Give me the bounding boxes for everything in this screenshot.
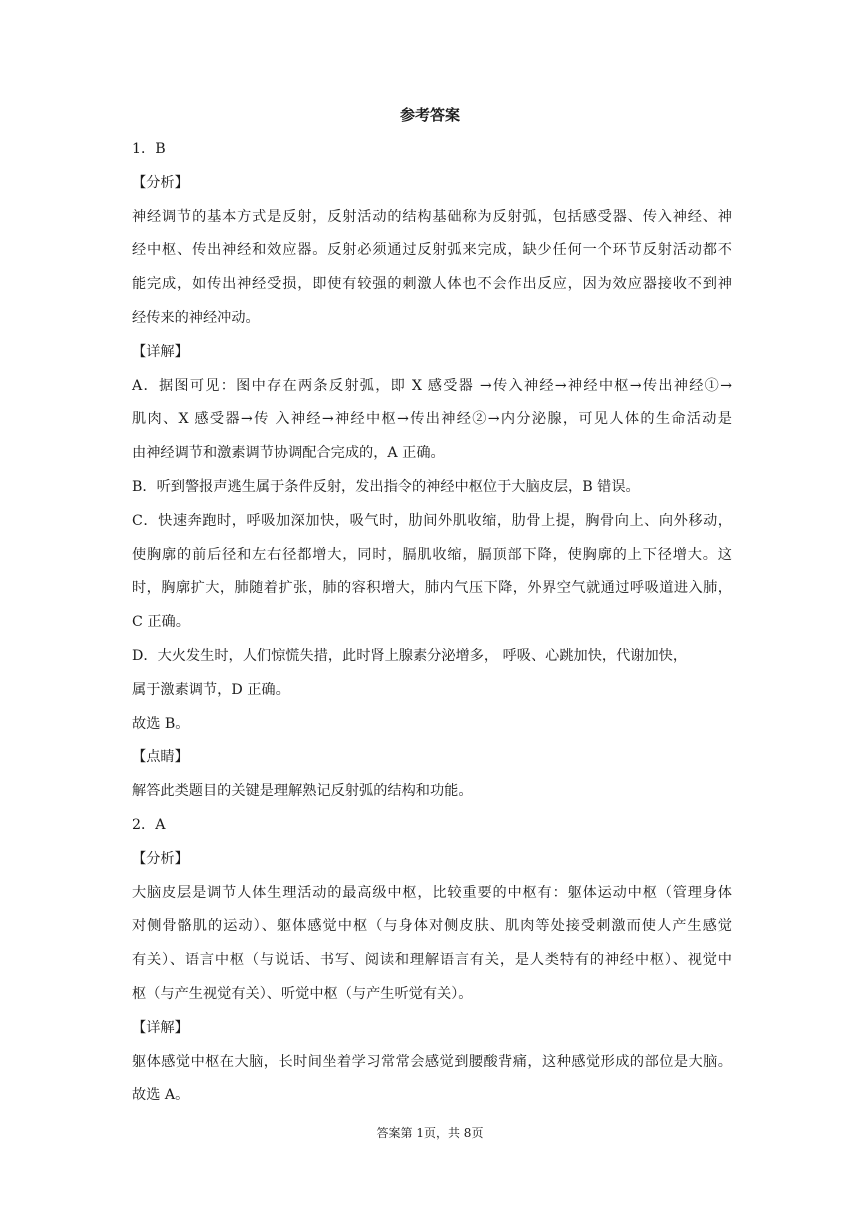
page-footer: 答案第 1页，共 8页 xyxy=(376,1126,484,1140)
text-line: 【详解】 xyxy=(132,343,189,360)
text-line: A．据图可见：图中存在两条反射弧，即 X 感受器 →传入神经→神经中枢→传出神经①→ xyxy=(132,377,732,394)
text-line: 属于激素调节，D 正确。 xyxy=(132,681,290,698)
text-line: 1．B xyxy=(132,141,166,157)
text-line: 对侧骨骼肌的运动）、躯体感觉中枢（与身体对侧皮肤、肌肉等处接受刺激而使人产生感觉 xyxy=(132,918,732,935)
text-line: 躯体感觉中枢在大脑，长时间坐着学习常常会感觉到腰酸背痛，这种感觉形成的部位是大脑。 xyxy=(132,1053,732,1070)
page-title: 参考答案 xyxy=(399,106,460,124)
text-line: 枢（与产生视觉有关）、听觉中枢（与产生听觉有关）。 xyxy=(132,985,473,1002)
text-line: 肌肉、X 感受器→传 入神经→神经中枢→传出神经②→内分泌腺，可见人体的生命活动是 xyxy=(132,411,732,428)
text-line: 故选 A。 xyxy=(132,1087,190,1104)
text-line: 【分析】 xyxy=(132,174,189,191)
text-line: 【分析】 xyxy=(132,850,189,867)
text-line: 由神经调节和激素调节协调配合完成的，A 正确。 xyxy=(132,445,445,462)
text-line: 【点睛】 xyxy=(132,749,189,766)
text-line: 时，胸廓扩大，肺随着扩张，肺的容积增大，肺内气压下降，外界空气就通过呼吸道进入肺， xyxy=(132,580,732,597)
text-line: 2．A xyxy=(132,816,166,833)
text-line: 大脑皮层是调节人体生理活动的最高级中枢，比较重要的中枢有：躯体运动中枢（管理身体 xyxy=(132,884,732,901)
text-line: D．大火发生时，人们惊慌失措，此时肾上腺素分泌增多， 呼吸、心跳加快，代谢加快， xyxy=(132,647,688,664)
text-line: C 正确。 xyxy=(132,614,190,631)
text-line: 故选 B。 xyxy=(132,715,190,732)
answer-body xyxy=(132,133,732,1113)
text-line: 经传来的神经冲动。 xyxy=(132,309,260,326)
text-line: 神经调节的基本方式是反射，反射活动的结构基础称为反射弧，包括感受器、传入神经、神 xyxy=(132,208,732,225)
text-line: 解答此类题目的关键是理解熟记反射弧的结构和功能。 xyxy=(132,783,473,800)
text-line: 有关）、语言中枢（与说话、书写、阅读和理解语言有关，是人类特有的神经中枢）、视觉中 xyxy=(132,952,732,969)
text-line: B．听到警报声逃生属于条件反射，发出指令的神经中枢位于大脑皮层，B 错误。 xyxy=(132,478,640,495)
text-line: 使胸廓的前后径和左右径都增大，同时，膈肌收缩，膈顶部下降，使胸廓的上下径增大。这 xyxy=(132,546,732,563)
text-line: 能完成，如传出神经受损，即使有较强的刺激人体也不会作出反应，因为效应器接收不到神 xyxy=(132,276,732,293)
text-line: 【详解】 xyxy=(132,1019,189,1036)
text-line: 经中枢、传出神经和效应器。反射必须通过反射弧来完成，缺少任何一个环节反射活动都不 xyxy=(132,242,732,259)
text-line: C．快速奔跑时，呼吸加深加快，吸气时，肋间外肌收缩，肋骨上提，胸骨向上、向外移动， xyxy=(132,512,732,529)
